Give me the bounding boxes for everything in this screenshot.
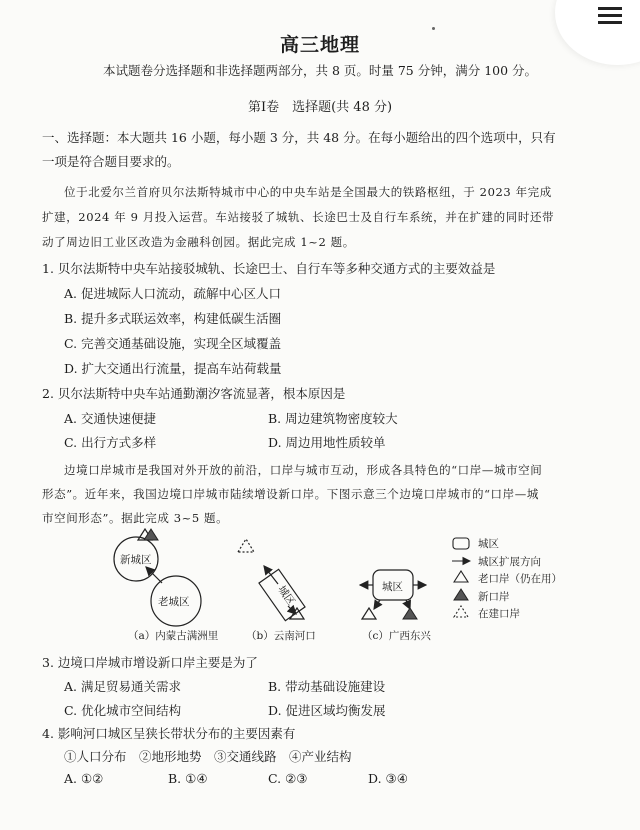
legend-old-port-label: 老口岸（仍在用） xyxy=(478,573,562,585)
q4-factors: ①人口分布 ②地形地势 ③交通线路 ④产业结构 xyxy=(64,749,352,764)
q4-stem: 4. 影响河口城区呈狭长带状分布的主要因素有 xyxy=(42,726,296,741)
q2-stem: 2. 贝尔法斯特中央车站通勤潮汐客流显著，根本原因是 xyxy=(42,386,346,401)
q4-option-d: D. ③④ xyxy=(368,771,408,786)
legend-expansion-label: 城区扩展方向 xyxy=(478,556,541,568)
section-title: 第Ⅰ卷 选择题(共 48 分) xyxy=(247,100,393,115)
legend-new-port-icon xyxy=(454,589,468,600)
intro-line-2: 一项是符合题目要求的。 xyxy=(42,154,180,169)
legend-building-port-label: 在建口岸 xyxy=(478,608,520,620)
q3-option-b: B. 带动基础设施建设 xyxy=(268,679,386,694)
exam-subtitle: 本试题卷分选择题和非选择题两部分，共 8 页。时量 75 分钟，满分 100 分。 xyxy=(102,63,538,78)
page-title: 高三地理 xyxy=(279,34,360,56)
passage2-line-3: 市空间形态”。据此完成 3~5 题。 xyxy=(42,511,229,525)
legend-new-port-label: 新口岸 xyxy=(478,591,510,603)
new-port-icon-c xyxy=(403,608,417,619)
legend-city-label: 城区 xyxy=(478,538,499,550)
legend-building-port-icon xyxy=(454,606,468,617)
expansion-arrow-c-down-left xyxy=(374,600,380,609)
q1-option-b: B. 提升多式联运效率，构建低碳生活圈 xyxy=(64,311,282,326)
q2-option-d: D. 周边用地性质较单 xyxy=(268,435,386,450)
q4-option-b: B. ①④ xyxy=(168,771,208,786)
fig-c-caption: （c）广西东兴 xyxy=(362,630,431,642)
old-port-icon-c xyxy=(362,608,376,619)
passage1-line-1: 位于北爱尔兰首府贝尔法斯特城市中心的中央车站是全国最大的铁路枢纽，于 2023 年完成 xyxy=(64,185,552,199)
q3-option-a: A. 满足贸易通关需求 xyxy=(64,679,181,694)
passage2-line-1: 边境口岸城市是我国对外开放的前沿，口岸与城市互动，形成各具特色的“口岸—城市空间 xyxy=(64,463,543,477)
legend-old-port-icon xyxy=(454,571,468,582)
fig-a-new-city-label: 新城区 xyxy=(120,554,152,566)
fig-a-old-city-label: 老城区 xyxy=(158,596,190,608)
intro-line-1: 一、选择题：本大题共 16 小题，每小题 3 分，共 48 分。在每小题给出的四个选项中，只有 xyxy=(42,130,556,145)
q1-option-d: D. 扩大交通出行流量，提高车站荷载量 xyxy=(64,361,282,376)
q1-option-a: A. 促进城际人口流动，疏解中心区人口 xyxy=(64,286,281,301)
q3-option-c: C. 优化城市空间结构 xyxy=(64,703,182,718)
fig-c-city-label: 城区 xyxy=(382,581,403,593)
legend-city-icon xyxy=(453,538,469,549)
q3-option-d: D. 促进区域均衡发展 xyxy=(268,703,386,718)
fig-a-caption: （a）内蒙古满洲里 xyxy=(128,630,219,642)
q3-stem: 3. 边境口岸城市增设新口岸主要是为了 xyxy=(42,655,258,670)
q1-stem: 1. 贝尔法斯特中央车站接驳城轨、长途巴士、自行车等多种交通方式的主要效益是 xyxy=(42,261,496,276)
passage2-line-2: 形态”。近年来，我国边境口岸城市陆续增设新口岸。下图示意三个边境口岸城市的“口岸—城 xyxy=(42,487,539,501)
fig-b-caption: （b）云南河口 xyxy=(246,630,316,642)
q4-option-c: C. ②③ xyxy=(268,771,308,786)
expansion-arrow-b2 xyxy=(288,606,296,614)
q2-option-a: A. 交通快速便捷 xyxy=(64,411,156,426)
q4-option-a: A. ①② xyxy=(64,771,104,786)
q2-option-b: B. 周边建筑物密度较大 xyxy=(268,411,398,426)
expansion-arrow-c-down-right xyxy=(406,600,410,609)
q1-option-c: C. 完善交通基础设施，实现全区域覆盖 xyxy=(64,336,282,351)
hamburger-menu-icon[interactable] xyxy=(598,4,624,28)
expansion-arrow-b xyxy=(264,566,278,584)
passage1-line-3: 动了周边旧工业区改造为金融科创园。据此完成 1~2 题。 xyxy=(42,235,355,249)
passage1-line-2: 扩建，2024 年 9 月投入运营。车站接驳了城轨、长途巴士及自行车系统，并在扩建的同时还带 xyxy=(42,210,555,224)
building-port-icon xyxy=(238,539,254,552)
expansion-arrow-a xyxy=(146,567,162,583)
q2-option-c: C. 出行方式多样 xyxy=(64,435,157,450)
fig-b-city-label: 城区 xyxy=(275,583,298,608)
